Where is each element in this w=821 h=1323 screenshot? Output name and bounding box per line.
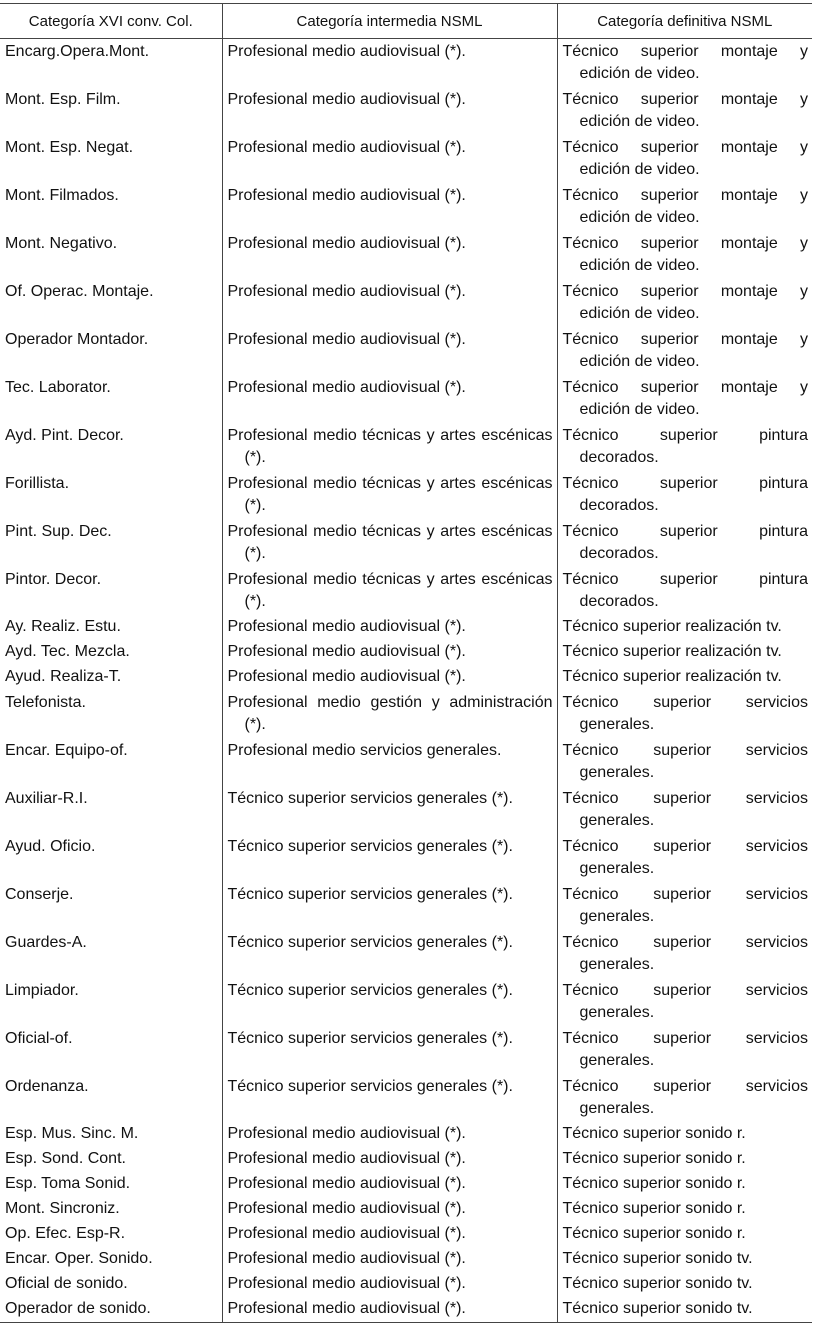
table-row (0, 640, 812, 665)
cell-category-xvi: Operador de sonido. (0, 1297, 222, 1323)
cell-category-xvi: Encar. Oper. Sonido. (5, 1250, 153, 1267)
cell-category-xvi: Ayd. Pint. Decor. (5, 427, 124, 444)
cell-category-xvi: Pintor. Decor. (5, 571, 102, 588)
cell-category-definitive: Técnico superior montaje y edición de video. (557, 135, 812, 183)
cell-category-definitive: Técnico superior realización tv. (557, 615, 812, 640)
table-row (0, 1272, 812, 1297)
cell-category-definitive: Técnico superior servicios generales. (557, 738, 812, 786)
header-row (0, 4, 812, 39)
cell-category-xvi: Oficial de sonido. (5, 1275, 128, 1292)
cell-category-xvi: Limpiador. (5, 982, 79, 999)
table-row (0, 1122, 812, 1147)
cell-category-definitive: Técnico superior sonido r. (557, 1122, 812, 1147)
cell-category-definitive: Técnico superior realización tv. (557, 640, 812, 665)
table-row (0, 423, 812, 471)
header-category-intermediate: Categoría intermedia NSML (222, 4, 557, 39)
cell-category-xvi: Mont. Esp. Negat. (5, 139, 134, 156)
table-row (0, 39, 812, 88)
table-row (0, 1222, 812, 1247)
table-row (0, 615, 812, 640)
table-row (0, 87, 812, 135)
cell-category-definitive: Técnico superior montaje y edición de video. (557, 183, 812, 231)
cell-category-xvi: Mont. Filmados. (5, 187, 119, 204)
cell-category-intermediate: Técnico superior servicios generales (*). (222, 1026, 557, 1074)
cell-category-definitive: Técnico superior servicios generales. (557, 1026, 812, 1074)
cell-category-xvi: Tec. Laborator. (5, 379, 111, 396)
table-row (0, 135, 812, 183)
table-row (0, 1247, 812, 1272)
cell-category-definitive: Técnico superior pintura decorados. (557, 519, 812, 567)
cell-category-intermediate: Profesional medio audiovisual (*). (222, 375, 557, 423)
header-category-definitive: Categoría definitiva NSML (557, 4, 812, 39)
table-row (0, 375, 812, 423)
cell-category-xvi: Esp. Toma Sonid. (5, 1175, 131, 1192)
cell-category-definitive: Técnico superior sonido tv. (557, 1247, 812, 1272)
cell-category-intermediate: Profesional medio audiovisual (*). (222, 640, 557, 665)
cell-category-intermediate: Técnico superior servicios generales (*). (222, 786, 557, 834)
category-table (0, 3, 812, 1323)
cell-category-intermediate: Profesional medio audiovisual (*). (222, 1247, 557, 1272)
cell-category-intermediate: Técnico superior servicios generales (*). (222, 930, 557, 978)
cell-category-intermediate: Técnico superior servicios generales (*). (222, 978, 557, 1026)
cell-category-xvi: Guardes-A. (5, 934, 87, 951)
cell-category-intermediate: Técnico superior servicios generales (*). (222, 882, 557, 930)
cell-category-intermediate: Profesional medio audiovisual (*). (222, 1122, 557, 1147)
cell-category-definitive: Técnico superior realización tv. (557, 665, 812, 690)
table-row (0, 1297, 812, 1323)
cell-category-intermediate: Profesional medio técnicas y artes escénicas (*). (222, 471, 557, 519)
cell-category-intermediate: Profesional medio audiovisual (*). (222, 1297, 557, 1323)
cell-category-xvi: Ay. Realiz. Estu. (5, 618, 121, 635)
cell-category-definitive: Técnico superior sonido r. (557, 1222, 812, 1247)
cell-category-xvi: Mont. Negativo. (5, 235, 118, 252)
cell-category-intermediate: Profesional medio audiovisual (*). (222, 1147, 557, 1172)
cell-category-intermediate: Profesional medio audiovisual (*). (222, 231, 557, 279)
cell-category-intermediate: Profesional medio audiovisual (*). (222, 1197, 557, 1222)
table-row (0, 834, 812, 882)
cell-category-intermediate: Profesional medio audiovisual (*). (222, 135, 557, 183)
cell-category-intermediate: Profesional medio audiovisual (*). (222, 615, 557, 640)
table-row (0, 690, 812, 738)
cell-category-xvi: Oficial-of. (5, 1030, 73, 1047)
header-category-xvi: Categoría XVI conv. Col. (0, 4, 222, 39)
cell-category-intermediate: Profesional medio audiovisual (*). (222, 1272, 557, 1297)
cell-category-definitive: Técnico superior sonido r. (557, 1172, 812, 1197)
cell-category-xvi: Mont. Esp. Film. (5, 91, 121, 108)
cell-category-definitive: Técnico superior sonido r. (557, 1197, 812, 1222)
table-row (0, 519, 812, 567)
cell-category-xvi: Operador Montador. (5, 331, 149, 348)
cell-category-definitive: Técnico superior servicios generales. (557, 786, 812, 834)
cell-category-definitive: Técnico superior montaje y edición de video. (557, 375, 812, 423)
table-row (0, 1026, 812, 1074)
cell-category-intermediate: Profesional medio audiovisual (*). (222, 279, 557, 327)
cell-category-xvi: Forillista. (5, 475, 70, 492)
cell-category-definitive: Técnico superior montaje y edición de video. (557, 279, 812, 327)
cell-category-definitive: Técnico superior pintura decorados. (557, 471, 812, 519)
cell-category-xvi: Ayd. Tec. Mezcla. (5, 643, 130, 660)
table-row (0, 786, 812, 834)
cell-category-intermediate: Profesional medio técnicas y artes escénicas (*). (222, 423, 557, 471)
cell-category-xvi: Ayud. Realiza-T. (5, 668, 122, 685)
cell-category-intermediate: Profesional medio audiovisual (*). (222, 327, 557, 375)
table-row (0, 930, 812, 978)
table-row (0, 882, 812, 930)
table-row (0, 665, 812, 690)
table-row (0, 978, 812, 1026)
table-row (0, 279, 812, 327)
table-row (0, 183, 812, 231)
cell-category-definitive: Técnico superior pintura decorados. (557, 567, 812, 615)
cell-category-xvi: Encar. Equipo-of. (5, 742, 128, 759)
cell-category-intermediate: Profesional medio servicios generales. (222, 738, 557, 786)
cell-category-intermediate: Profesional medio gestión y administración (*). (222, 690, 557, 738)
table-row (0, 738, 812, 786)
table-row (0, 471, 812, 519)
cell-category-intermediate: Profesional medio audiovisual (*). (222, 183, 557, 231)
cell-category-definitive: Técnico superior servicios generales. (557, 834, 812, 882)
cell-category-intermediate: Técnico superior servicios generales (*). (222, 1074, 557, 1122)
cell-category-xvi: Auxiliar-R.I. (5, 790, 88, 807)
cell-category-definitive: Técnico superior servicios generales. (557, 1074, 812, 1122)
cell-category-intermediate: Técnico superior servicios generales (*). (222, 834, 557, 882)
cell-category-xvi: Esp. Mus. Sinc. M. (5, 1125, 139, 1142)
cell-category-definitive: Técnico superior montaje y edición de video. (557, 87, 812, 135)
cell-category-definitive: Técnico superior montaje y edición de video. (557, 231, 812, 279)
cell-category-xvi: Encarg.Opera.Mont. (5, 43, 150, 60)
cell-category-xvi: Ayud. Oficio. (5, 838, 96, 855)
cell-category-definitive: Técnico superior sonido r. (557, 1147, 812, 1172)
table-row (0, 1147, 812, 1172)
table-body (0, 39, 812, 1323)
table-row (0, 231, 812, 279)
cell-category-definitive: Técnico superior pintura decorados. (557, 423, 812, 471)
cell-category-definitive: Técnico superior sonido tv. (557, 1297, 812, 1323)
table-row (0, 1197, 812, 1222)
cell-category-xvi: Op. Efec. Esp-R. (5, 1225, 126, 1242)
cell-category-xvi: Esp. Sond. Cont. (5, 1150, 126, 1167)
cell-category-definitive: Técnico superior servicios generales. (557, 690, 812, 738)
cell-category-definitive: Técnico superior servicios generales. (557, 882, 812, 930)
cell-category-xvi: Telefonista. (5, 694, 86, 711)
cell-category-definitive: Técnico superior montaje y edición de video. (557, 39, 812, 88)
cell-category-definitive: Técnico superior servicios generales. (557, 930, 812, 978)
cell-category-definitive: Técnico superior montaje y edición de video. (557, 327, 812, 375)
cell-category-xvi: Of. Operac. Montaje. (5, 283, 154, 300)
cell-category-xvi: Pint. Sup. Dec. (5, 523, 112, 540)
cell-category-intermediate: Profesional medio técnicas y artes escénicas (*). (222, 567, 557, 615)
cell-category-definitive: Técnico superior sonido tv. (557, 1272, 812, 1297)
cell-category-intermediate: Profesional medio audiovisual (*). (222, 1222, 557, 1247)
cell-category-intermediate: Profesional medio audiovisual (*). (222, 1172, 557, 1197)
table-row (0, 1172, 812, 1197)
table-row (0, 1074, 812, 1122)
cell-category-intermediate: Profesional medio audiovisual (*). (222, 87, 557, 135)
cell-category-xvi: Ordenanza. (5, 1078, 89, 1095)
cell-category-xvi: Conserje. (5, 886, 74, 903)
table-row (0, 327, 812, 375)
cell-category-definitive: Técnico superior servicios generales. (557, 978, 812, 1026)
cell-category-intermediate: Profesional medio audiovisual (*). (222, 665, 557, 690)
table-row (0, 567, 812, 615)
cell-category-intermediate: Profesional medio técnicas y artes escénicas (*). (222, 519, 557, 567)
cell-category-intermediate: Profesional medio audiovisual (*). (222, 39, 557, 88)
cell-category-xvi: Mont. Sincroniz. (5, 1200, 120, 1217)
